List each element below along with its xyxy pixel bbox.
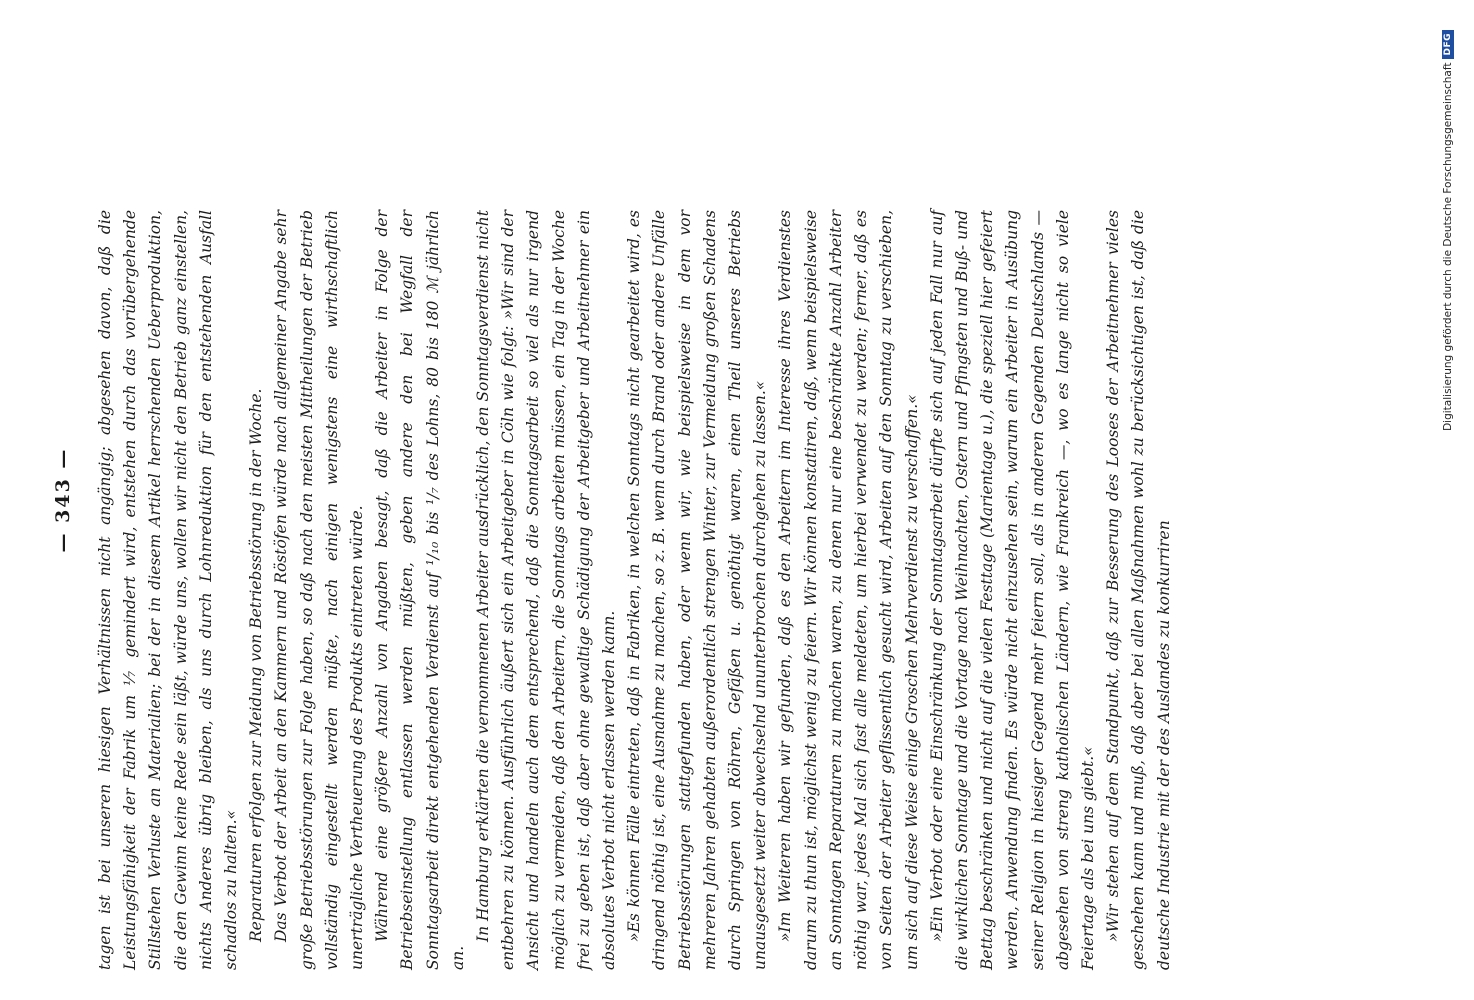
dfg-logo: DFG — [1442, 30, 1454, 59]
body-text — [93, 210, 1177, 970]
paragraph: »Im Weiteren haben wir gefunden, daß es den Arbeitern im Interesse ihres Verdienstes darum zu thun ist, möglichst wenig zu feiern. Wir können konstatiren, daß, wenn beispielsweise an Sonntagen Reparaturen zu machen waren, zu denen nur eine beschränkte Anzahl Arbeiter nöthig war, jedes Mal sich fast alle meldeten, um hierbei verwendet zu werden; ferner, daß es von Seiten der Arbeiter geflissentlich gesucht wird, Arbeiten auf den Sonntag zu verschieben, um sich auf diese Weise einige Groschen Mehrverdienst zu verschaffen.« — [776, 210, 921, 970]
page-number: — 343 — — [52, 447, 74, 553]
paragraph: In Hamburg erklärten die vernommenen Arbeiter ausdrücklich, den Sonntagsverdienst nicht entbehren zu können. Ausführlich äußert sich ein Arbeitgeber in Cöln wie folgt: »Wir sind der Ansicht und handeln auch dem entsprechend, daß die Sonntagsarbeit so viel als nur irgend möglich zu vermeiden, daß den Arbeitern, die Sonntags arbeiten müssen, ein Tag in der Woche frei zu geben ist, daß aber ohne gewaltige Schädigung der Arbeitgeber und Arbeitnehmer ein absolutes Verbot nicht erlassen werden kann. — [474, 210, 619, 970]
paragraph: Das Verbot der Arbeit an den Kammern und Röstöfen würde nach allgemeiner Angabe sehr große Betriebsstörungen zur Folge haben, so daß nach den meisten Mittheilungen der Betrieb vollständig eingestellt werden müßte, nach einigen wenigstens eine wirthschaftlich unerträgliche Vertheuerung des Produkts eintreten würde. — [272, 210, 367, 970]
digitization-credit — [1442, 30, 1454, 970]
paragraph: »Ein Verbot oder eine Einschränkung der Sonntagsarbeit dürfte sich auf jeden Fall nur auf die wirklichen Sonntage und die Vortage nach Weihnachten, Ostern und Pfingsten und Buß- und Bettag beschränken und nicht auf die vielen Festtage (Marientage u.), die speziell hier gefeiert werden, Anwendung finden. Es würde nicht einzusehen sein, warum ein Arbeiter in Ausübung seiner Religion in hiesiger Gegend mehr feiern soll, als in anderen Gegenden Deutschlands — abgesehen von streng katholischen Ländern, wie Frankreich —, wo es lange nicht so viele Feiertage als bei uns giebt.« — [927, 210, 1097, 970]
credit-text: Digitalisierung gefördert durch die Deutsche Forschungsgemeinschaft — [1442, 62, 1454, 431]
paragraph: Während eine größere Anzahl von Angaben besagt, daß die Arbeiter in Folge der Betriebseinstellung entlassen werden müßten, geben andere den bei Wegfall der Sonntagsarbeit direkt entgehenden Verdienst auf ¹/₁₀ bis ¹/₇ des Lohns, 80 bis 180 ℳ jährlich an. — [373, 210, 467, 970]
paragraph: »Es können Fälle eintreten, daß in Fabriken, in welchen Sonntags nicht gearbeitet wird, es dringend nöthig ist, eine Ausnahme zu machen, so z. B. wenn durch Brand oder andere Unfälle Betriebsstörungen stattgefunden haben, oder wenn wir, wie beispielsweise in dem vor mehreren Jahren gehabten außerordentlich strengen Winter, zur Vermeidung großen Schadens durch Springen von Röhren, Gefäßen u. genöthigt waren, einen Theil unseres Betriebs unausgesetzt weiter abwechselnd ununterbrochen durchgehen zu lassen.« — [625, 210, 770, 970]
paragraph: »Wir stehen auf dem Standpunkt, daß zur Besserung des Looses der Arbeitnehmer vieles geschehen kann und muß, daß aber bei allen Maßnahmen wohl zu berücksichtigen ist, daß die deutsche Industrie mit der des Auslandes zu konkurriren — [1104, 210, 1173, 970]
paragraph: Reparaturen erfolgen zur Meidung von Betriebsstörung in der Woche. — [247, 388, 266, 942]
paragraph: tagen ist bei unseren hiesigen Verhältnissen nicht angängig; abgesehen davon, daß die Leistungsfähigkeit der Fabrik um ⅐ gemindert wird, entstehen durch das vorübergehende Stillstehen Verluste an Materialien; bei der in diesem Artikel herrschenden Ueberproduktion, die den Gewinn keine Rede sein läßt, würde uns, wollen wir nicht den Betrieb ganz einstellen, nichts Anderes übrig bleiben, als uns durch Lohnreduktion für den entstehenden Ausfall schadlos zu halten.« — [96, 210, 241, 970]
